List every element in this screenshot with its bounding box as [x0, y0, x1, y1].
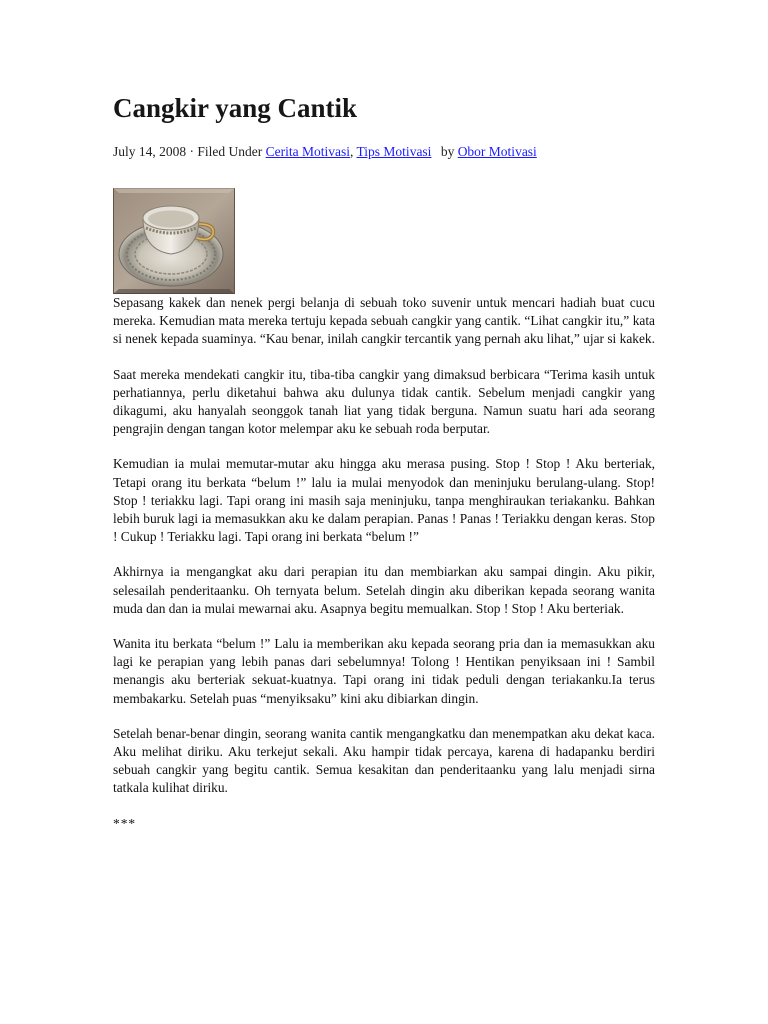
by-label: by [440, 144, 455, 159]
author-link[interactable]: Obor Motivasi [457, 144, 537, 159]
paragraph-5: Wanita itu berkata “belum !” Lalu ia memberikan aku kepada seorang pria dan ia memasukkan aku lagi ke perapian yang lebih panas dari sebelumnya! Tolong ! Hentikan penyiksaan ini ! Sambil menangis aku berteriak sekuat-kuatnya. Tapi orang ini tidak peduli dengan teriakanku.Ia terus membakarku. Setelah puas “menyiksaku” kini aku dibiarkan dingin. [113, 636, 655, 706]
teacup-image [113, 188, 235, 294]
paragraph-2: Saat mereka mendekati cangkir itu, tiba-tiba cangkir yang dimaksud berbicara “Terima kasih untuk perhatiannya, perlu diketahui bahwa aku dulunya tidak cantik. Sebelum menjadi cangkir yang dikagumi, aku hanyalah seonggok tanah liat yang tidak berguna. Namun suatu hari ada seorang pengrajin dengan tangan kotor melempar aku ke sebuah roda berputar. [113, 366, 655, 437]
meta-separator: · [186, 144, 198, 159]
post-date: July 14, 2008 [113, 144, 187, 159]
paragraph-4: Akhirnya ia mengangkat aku dari perapian itu dan membiarkan aku sampai dingin. Aku pikir, selesailah penderitaanku. Oh ternyata belum. Setelah dingin aku diberikan kepada seorang wanita muda dan dan ia mulai mewarnai aku. Asapnya begitu memualkan. Stop ! Stop ! Aku berteriak. [113, 564, 655, 616]
article-title: Cangkir yang Cantik [113, 93, 358, 123]
section-separator: *** [113, 815, 137, 831]
paragraph-1: Sepasang kakek dan nenek pergi belanja di sebuah toko suvenir untuk mencari hadiah buat cucu mereka. Kemudian mata mereka tertuju kepada sebuah cangkir yang cantik. “Lihat cangkir itu,” kata si nenek kepada suaminya. “Kau benar, inilah cangkir tercantik yang pernah aku lihat,” ujar si kakek. [113, 295, 655, 347]
category-link-cerita-motivasi[interactable]: Cerita Motivasi [265, 144, 351, 159]
article [113, 88, 655, 833]
filed-under-label: Filed Under [197, 144, 263, 159]
article-meta [113, 142, 655, 162]
category-comma: , [350, 144, 354, 159]
paragraph-6: Setelah benar-benar dingin, seorang wanita cantik mengangkatku dan menempatkan aku dekat kaca. Aku melihat diriku. Aku terkejut sekali. Aku hampir tidak percaya, karena di hadapanku berdiri sebuah cangkir yang begitu cantik. Semua kesakitan dan penderitaanku yang lalu menjadi sirna tatkala kulihat diriku. [113, 725, 655, 796]
article-body [113, 188, 655, 833]
category-link-tips-motivasi[interactable]: Tips Motivasi [356, 144, 432, 159]
paragraph-3: Kemudian ia mulai memutar-mutar aku hingga aku merasa pusing. Stop ! Stop ! Aku berteriak, Tetapi orang itu berkata “belum !” lalu ia mulai menyodok dan meninjuku berulang-ulang. Stop! Stop ! teriakku lagi. Tapi orang ini masih saja meninjuku, tanpa menghiraukan teriakanku. Bahkan lebih buruk lagi ia memasukkan aku ke dalam perapian. Panas ! Panas ! Teriakku dengan keras. Stop ! Cukup ! Teriakku lagi. Tapi orang ini berkata “belum !” [113, 456, 655, 545]
